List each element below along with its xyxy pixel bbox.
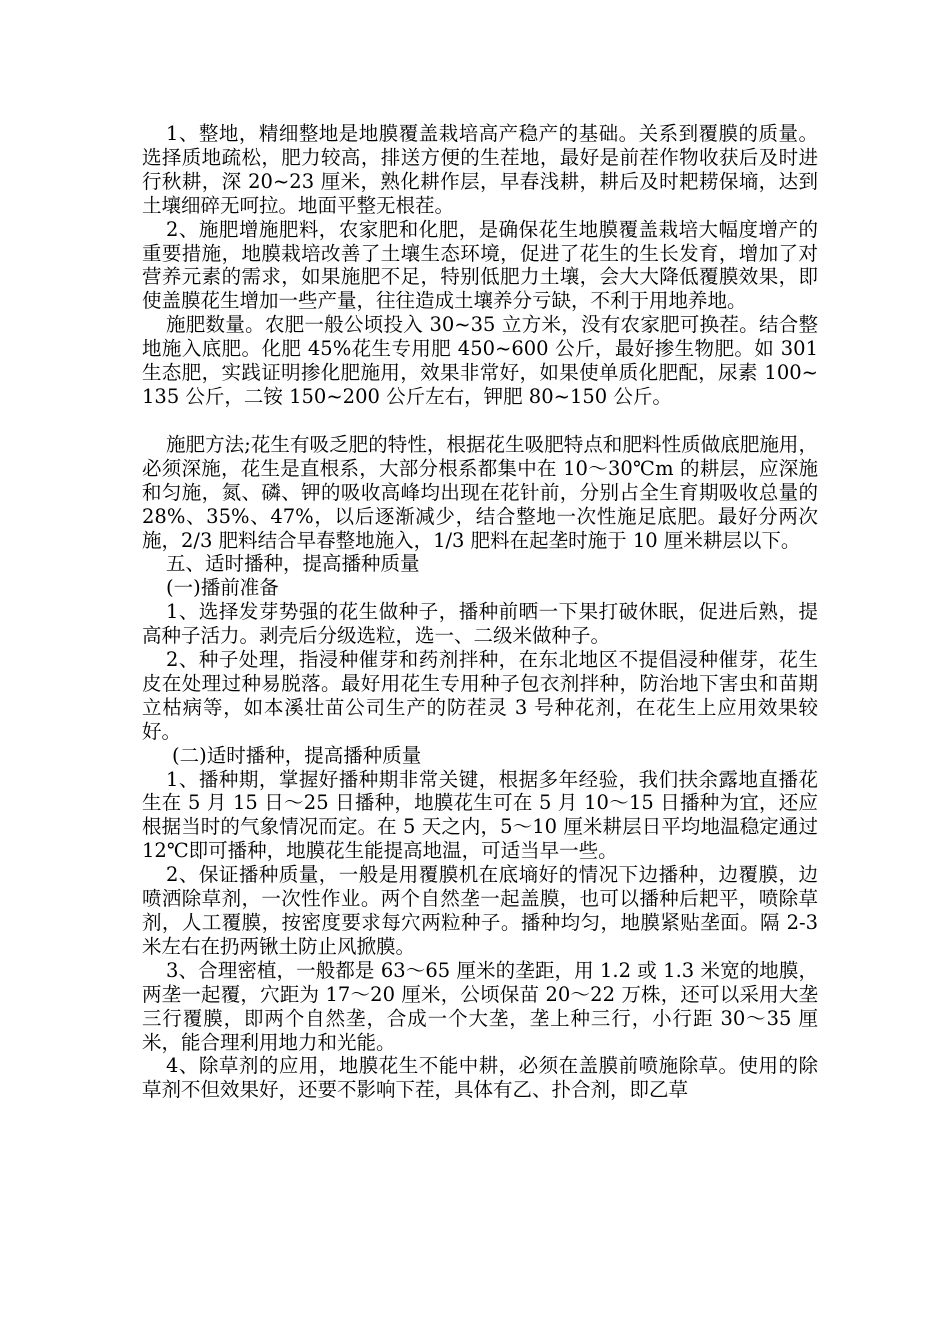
section-heading-sowing: 五、适时播种，提高播种质量 [166,552,420,576]
paragraph-seed-selection: 1、选择发芽势强的花生做种子，播种前晒一下果打破休眠，促进后熟，提高种子活力。剥壳后分级选粒，选一、二级米做种子。 [142,600,818,648]
paragraph-seed-treatment: 2、种子处理，指浸种催芽和药剂拌种，在东北地区不提倡浸种催芽，花生皮在处理过种易脱落。最好用花生专用种子包衣剂拌种，防治地下害虫和苗期立枯病等，如本溪壮苗公司生产的防茬灵 3 号种花剂，在花生上应用效果较好。 [142,648,818,743]
paragraph-fertilization: 2、施肥增施肥料，农家肥和化肥，是确保花生地膜覆盖栽培大幅度增产的重要措施，地膜栽培改善了土壤生态环境，促进了花生的生长发育，增加了对营养元素的需求，如果施肥不足，特别低肥力土壤，会大大降低覆膜效果，即使盖膜花生增加一些产量，往往造成土壤养分亏缺，不利于用地养地。 [142,217,818,313]
paragraph-herbicide: 4、除草剂的应用，地膜花生不能中耕，必须在盖膜前喷施除草。使用的除草剂不但效果好，还要不影响下茬，具体有乙、扑合剂，即乙草 [142,1054,818,1102]
paragraph-planting-density: 3、合理密植，一般都是 63～65 厘米的垄距，用 1.2 或 1.3 米宽的地膜，两垄一起覆，穴距为 17～20 厘米，公顷保苗 20～22 万株，还可以采用大垄三行覆膜，即两个自然垄，合成一个大垄，垄上种三行，小行距 30～35 厘米，能合理利用地力和光能。 [142,958,818,1054]
paragraph-land-preparation: 1、整地，精细整地是地膜覆盖栽培高产稳产的基础。关系到覆膜的质量。选择质地疏松，肥力较高，排送方便的生茬地，最好是前茬作物收获后及时进行秋耕，深 20~23 厘米，熟化耕作层，早春浅耕，耕后及时耙耢保墒，达到土壤细碎无呵拉。地面平整无根茬。 [142,122,818,217]
document-body [142,122,818,1102]
subheading-pre-sowing: (一)播前准备 [166,576,279,600]
paragraph-fertilizer-amount: 施肥数量。农肥一般公顷投入 30~35 立方米，没有农家肥可换茬。结合整地施入底肥。化肥 45%花生专用肥 450~600 公斤，最好掺生物肥。如 301 生态肥，实践证明掺化肥施用，效果非常好，如果使单质化肥配，尿素 100~135 公斤，二铵 150~200 公斤左右，钾肥 80~150 公斤。 [142,313,818,408]
paragraph-sowing-quality: 2、保证播种质量，一般是用覆膜机在底墒好的情况下边播种，边覆膜，边喷洒除草剂，一次性作业。两个自然垄一起盖膜，也可以播种后耙平，喷除草剂，人工覆膜，按密度要求每穴两粒种子。播种均匀，地膜紧贴垄面。隔 2-3 米左右在扔两锹土防止风掀膜。 [142,863,818,958]
paragraph-sowing-period: 1、播种期，掌握好播种期非常关键，根据多年经验，我们扶余露地直播花生在 5 月 15 日～25 日播种，地膜花生可在 5 月 10～15 日播种为宜，还应根据当时的气象情况而定。在 5 天之内，5～10 厘米耕层日平均地温稳定通过 12℃即可播种，地膜花生能提高地温，可适当早一些。 [142,767,818,863]
subheading-timely-sowing: (二)适时播种，提高播种质量 [172,743,422,767]
paragraph-fertilizer-method: 施肥方法;花生有吸乏肥的特性，根据花生吸肥特点和肥料性质做底肥施用，必须深施，花生是直根系，大部分根系都集中在 10～30℃m 的耕层，应深施和匀施，氮、磷、钾的吸收高峰均出现在花针前，分别占全生育期吸收总量的 28%、35%、47%，以后逐渐减少，结合整地一次性施足底肥。最好分两次施，2/3 肥料结合早春整地施入，1/3 肥料在起垄时施于 10 厘米耕层以下。 [142,432,818,552]
